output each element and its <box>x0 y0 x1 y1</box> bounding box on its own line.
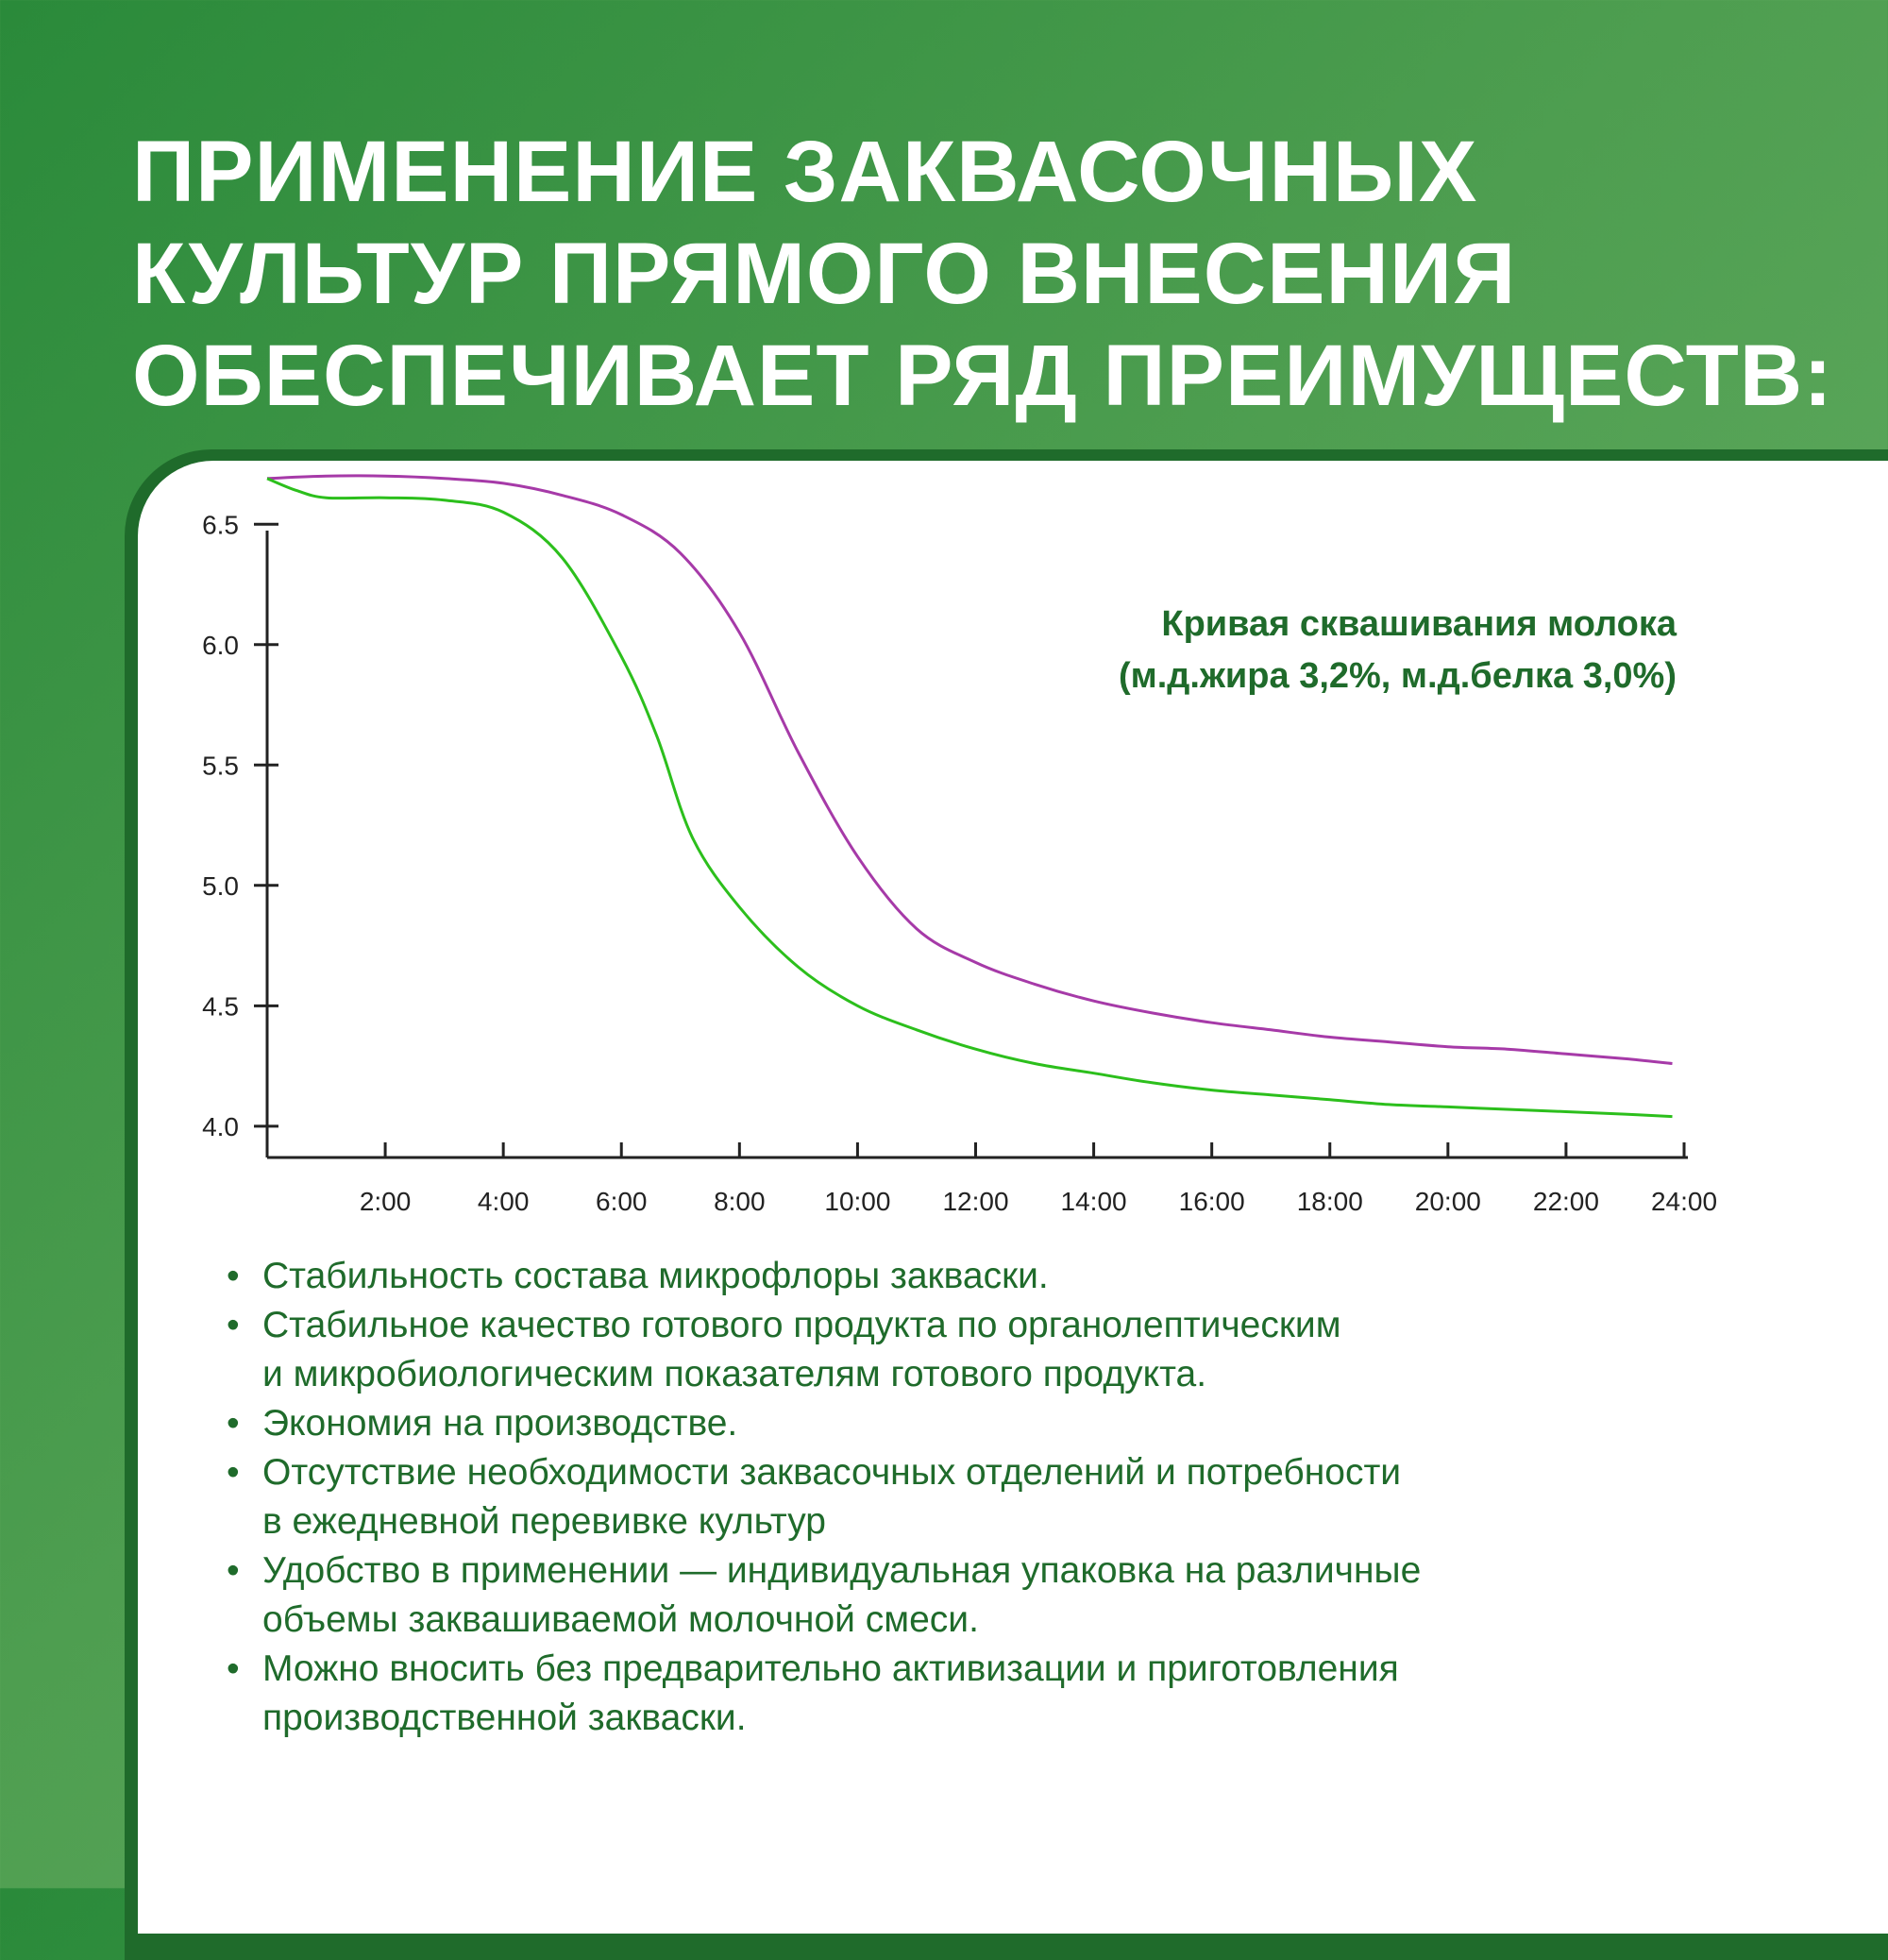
x-tick-label: 20:00 <box>1414 1187 1481 1216</box>
x-tick-label: 12:00 <box>942 1187 1009 1216</box>
y-tick-label: 6.0 <box>202 630 239 660</box>
benefit-text: Отсутствие необходимости заквасочных отделений и потребности в ежедневной перевивке культур <box>262 1452 1402 1542</box>
benefit-item <box>227 1448 1699 1546</box>
benefit-text: Стабильность состава микрофлоры закваски. <box>262 1256 1049 1296</box>
x-tick-label: 22:00 <box>1532 1187 1599 1216</box>
x-tick-label: 10:00 <box>824 1187 891 1216</box>
y-tick-label: 5.0 <box>202 870 239 901</box>
bullet-icon: • <box>227 1305 240 1345</box>
bullet-icon: • <box>227 1403 240 1444</box>
x-tick-label: 2:00 <box>359 1187 412 1216</box>
benefit-item <box>227 1546 1699 1645</box>
benefit-item <box>227 1252 1699 1301</box>
benefit-text: Удобство в применении — индивидуальная упаковка на различные объемы заквашиваемой молочной смеси. <box>262 1550 1422 1640</box>
headline-line: ПРИМЕНЕНИЕ ЗАКВАСОЧНЫХ <box>132 124 1478 220</box>
benefit-item <box>227 1301 1699 1399</box>
headline <box>132 121 1850 427</box>
x-tick-label: 4:00 <box>477 1187 530 1216</box>
acidification-chart <box>138 461 1888 1254</box>
bullet-icon: • <box>227 1550 240 1591</box>
chart-series <box>267 476 1673 1117</box>
y-tick-label: 4.0 <box>202 1111 239 1141</box>
series-line-0 <box>267 476 1673 1064</box>
x-tick-label: 8:00 <box>714 1187 766 1216</box>
benefit-text: Экономия на производстве. <box>262 1403 738 1444</box>
bullet-icon: • <box>227 1452 240 1493</box>
benefit-text: Стабильное качество готового продукта по органолептическим и микробиологическим показателям готового продукта. <box>262 1305 1341 1394</box>
bullet-icon: • <box>227 1648 240 1689</box>
benefits-list <box>227 1252 1699 1743</box>
y-tick-label: 6.5 <box>202 510 239 540</box>
y-tick-label: 4.5 <box>202 991 239 1022</box>
series-line-1 <box>267 479 1673 1117</box>
benefit-item <box>227 1645 1699 1743</box>
y-tick-label: 5.5 <box>202 751 239 781</box>
headline-line: КУЛЬТУР ПРЯМОГО ВНЕСЕНИЯ <box>132 226 1517 322</box>
x-tick-label: 18:00 <box>1296 1187 1363 1216</box>
x-tick-label: 6:00 <box>596 1187 648 1216</box>
headline-line: ОБЕСПЕЧИВАЕТ РЯД ПРЕИМУЩЕСТВ: <box>132 328 1833 424</box>
chart-title-line: Кривая сквашивания молока <box>1161 604 1677 644</box>
benefit-text: Можно вносить без предварительно активизации и приготовления производственной закваски. <box>262 1648 1399 1738</box>
benefit-item <box>227 1399 1699 1448</box>
bullet-icon: • <box>227 1256 240 1296</box>
x-tick-label: 14:00 <box>1060 1187 1127 1216</box>
x-tick-label: 16:00 <box>1178 1187 1245 1216</box>
x-tick-label: 24:00 <box>1650 1187 1718 1216</box>
chart-title-line: (м.д.жира 3,2%, м.д.белка 3,0%) <box>1118 656 1677 696</box>
x-axis-ticks <box>360 1142 1717 1216</box>
